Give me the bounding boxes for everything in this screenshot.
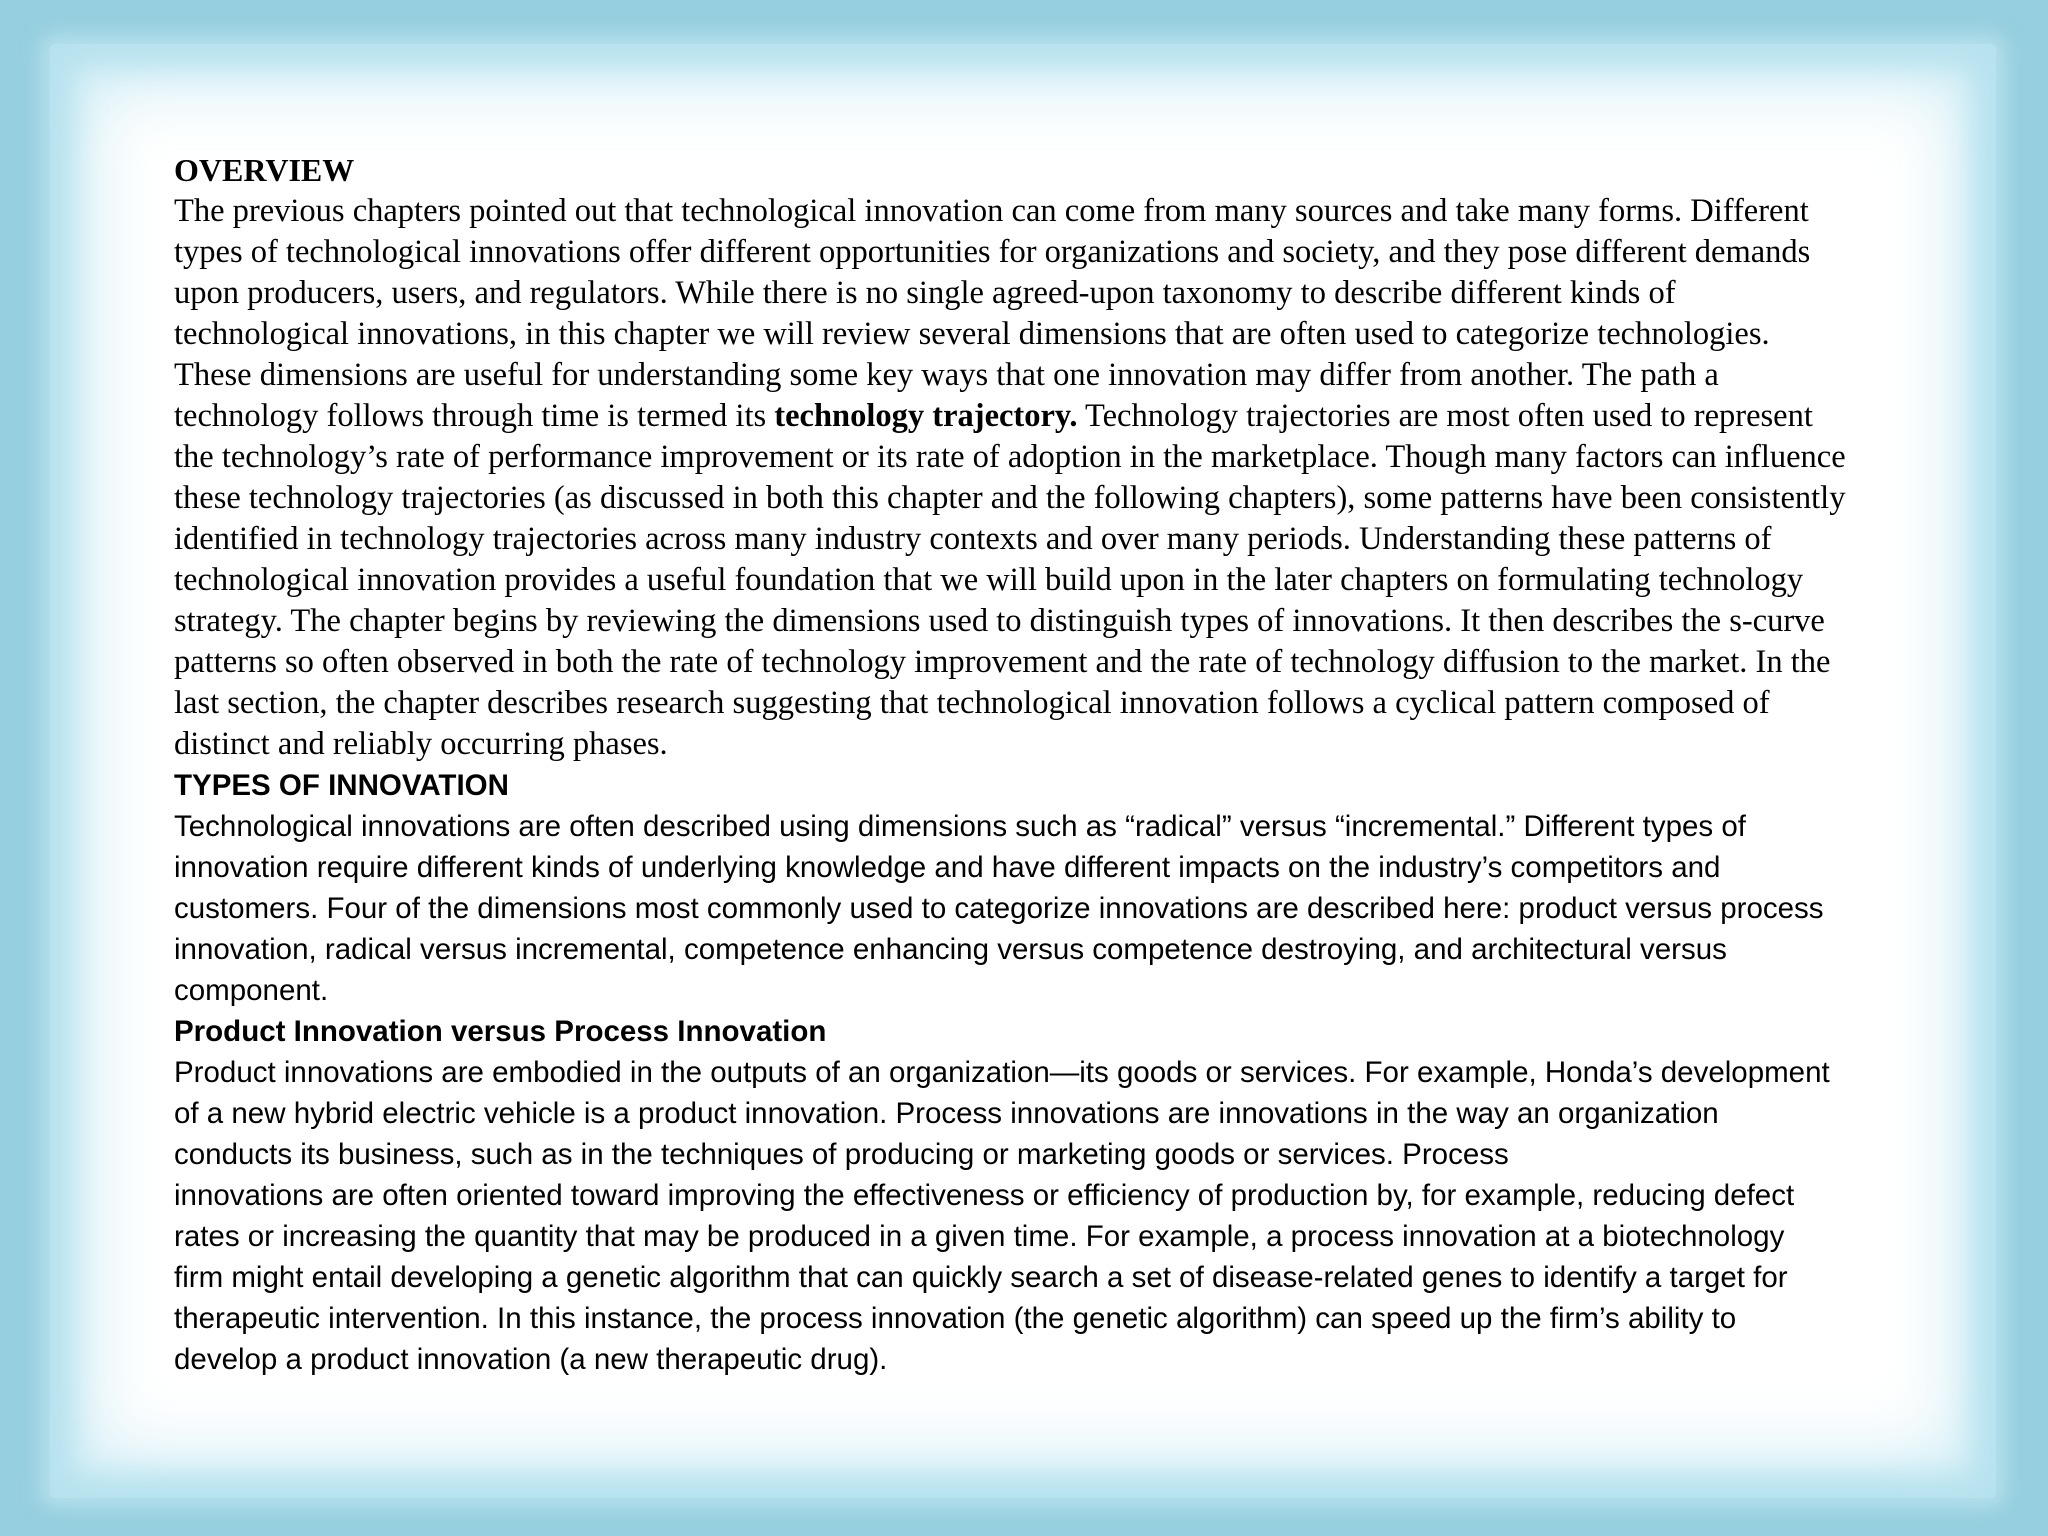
overview-line-14: distinct and reliably occurring phases.	[174, 726, 668, 762]
types-line-4: innovation, radical versus incremental, competence enhancing versus competence destroying, and architectural versus	[174, 933, 1727, 966]
overview-line-5: These dimensions are useful for understanding some key ways that one innovation may differ from another. The path a	[174, 357, 1719, 393]
overview-line-7: the technology’s rate of performance improvement or its rate of adoption in the marketplace. Though many factors can influence	[174, 439, 1846, 475]
product-process-line-1: Product innovations are embodied in the outputs of an organization—its goods or services. For example, Honda’s development	[174, 1056, 1830, 1089]
text-content	[174, 150, 1964, 1380]
types-line-2: innovation require different kinds of underlying knowledge and have different impacts on the industry’s competitors and	[174, 851, 1721, 884]
technology-trajectory-term: technology trajectory.	[774, 398, 1078, 434]
product-process-line-7: therapeutic intervention. In this instance, the process innovation (the genetic algorithm) can speed up the firm’s ability to	[174, 1302, 1737, 1335]
overview-line-11: strategy. The chapter begins by reviewing the dimensions used to distinguish types of innovations. It then describes the s-curve	[174, 603, 1825, 639]
overview-line-8: these technology trajectories (as discussed in both this chapter and the following chapters), some patterns have been consistently	[174, 480, 1846, 516]
product-process-line-3: conducts its business, such as in the techniques of producing or marketing goods or services. Process	[174, 1138, 1509, 1171]
overview-heading: OVERVIEW	[174, 152, 355, 188]
overview-line-6-pre: technology follows through time is termed its	[174, 398, 775, 434]
overview-line-4: technological innovations, in this chapter we will review several dimensions that are often used to categorize technologies.	[174, 316, 1770, 352]
types-paragraph	[174, 806, 1964, 1011]
product-process-line-2: of a new hybrid electric vehicle is a product innovation. Process innovations are innovations in the way an organization	[174, 1097, 1719, 1130]
types-line-5: component.	[174, 974, 329, 1007]
types-line-3: customers. Four of the dimensions most commonly used to categorize innovations are described here: product versus process	[174, 892, 1824, 925]
overview-line-10: technological innovation provides a useful foundation that we will build upon in the later chapters on formulating technology	[174, 562, 1804, 598]
overview-line-6-post: Technology trajectories are most often used to represent	[1077, 398, 1813, 434]
overview-paragraph	[174, 191, 1964, 765]
overview-line-12: patterns so often observed in both the rate of technology improvement and the rate of technology diffusion to the market. In the	[174, 644, 1831, 680]
overview-line-13: last section, the chapter describes research suggesting that technological innovation follows a cyclical pattern composed of	[174, 685, 1770, 721]
overview-line-9: identified in technology trajectories across many industry contexts and over many periods. Understanding these patterns of	[174, 521, 1772, 557]
overview-line-2: types of technological innovations offer different opportunities for organizations and society, and they pose different demands	[174, 234, 1811, 270]
product-process-line-6: firm might entail developing a genetic algorithm that can quickly search a set of disease-related genes to identify a target for	[174, 1261, 1788, 1294]
product-process-heading: Product Innovation versus Process Innovation	[174, 1015, 827, 1048]
overview-line-1: The previous chapters pointed out that technological innovation can come from many sources and take many forms. Different	[174, 193, 1809, 229]
overview-line-6	[174, 396, 1964, 437]
product-process-line-8: develop a product innovation (a new therapeutic drug).	[174, 1343, 888, 1376]
types-heading: TYPES OF INNOVATION	[174, 769, 509, 802]
types-line-1: Technological innovations are often described using dimensions such as “radical” versus “incremental.” Different types of	[174, 810, 1746, 843]
product-process-line-4: innovations are often oriented toward improving the effectiveness or efficiency of production by, for example, reducing defect	[174, 1179, 1795, 1212]
overview-line-3: upon producers, users, and regulators. While there is no single agreed-upon taxonomy to describe different kinds of	[174, 275, 1676, 311]
product-process-line-5: rates or increasing the quantity that may be produced in a given time. For example, a process innovation at a biotechnology	[174, 1220, 1785, 1253]
product-process-paragraph	[174, 1052, 1964, 1380]
